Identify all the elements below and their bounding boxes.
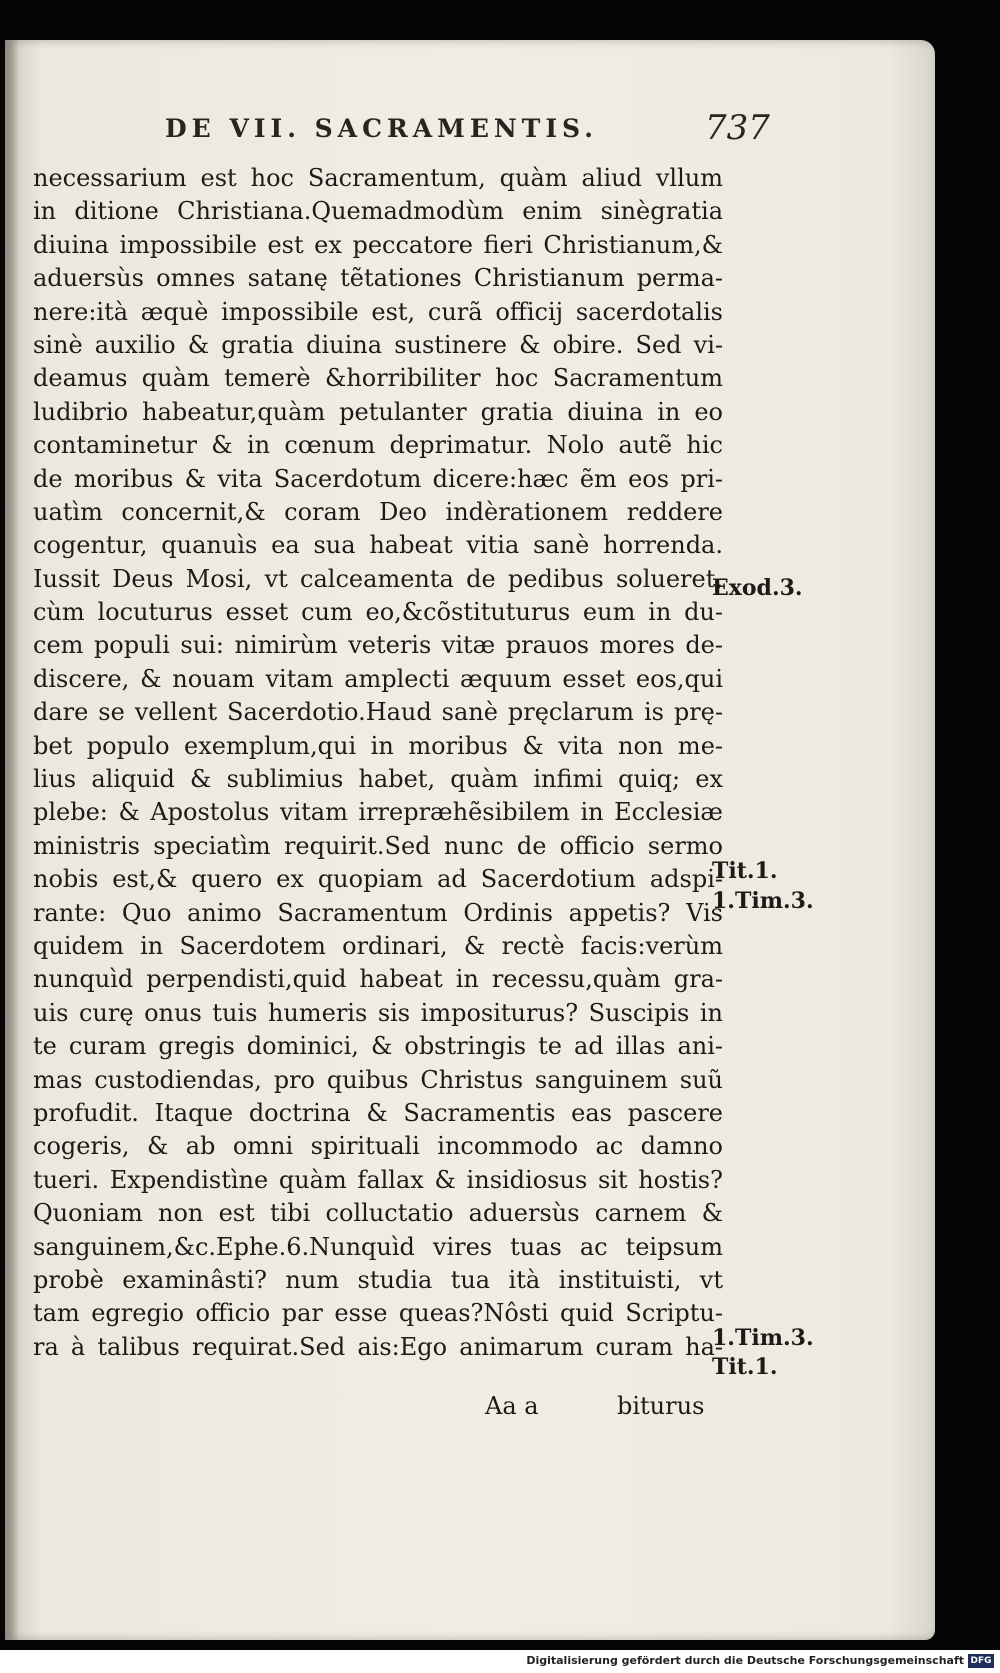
text-line: nere:ità æquè impossibile est, curã officij sacerdotalis bbox=[33, 297, 723, 326]
text-line: probè examinâsti? num studia tua ità instituisti, vt bbox=[33, 1265, 723, 1294]
text-line: sanguinem,&c.Ephe.6.Nunquìd vires tuas ac teipsum bbox=[33, 1232, 723, 1261]
marginal-note: Tit.1. bbox=[712, 1354, 778, 1380]
text-line: deamus quàm temerè &horribiliter hoc Sacramentum bbox=[33, 364, 723, 393]
text-line: rante: Quo animo Sacramentum Ordinis appetis? Vis bbox=[33, 898, 723, 927]
text-line: cogeris, & ab omni spirituali incommodo ac damno bbox=[33, 1132, 723, 1161]
text-line: profudit. Itaque doctrina & Sacramentis eas pascere bbox=[33, 1098, 723, 1127]
text-line: quidem in Sacerdotem ordinari, & rectè facis:verùm bbox=[33, 931, 723, 960]
body-text bbox=[33, 162, 733, 1364]
page-number: 737 bbox=[705, 108, 770, 148]
text-line: ra à talibus requirat.Sed ais:Ego animarum curam ha- bbox=[33, 1332, 723, 1361]
text-line: sinè auxilio & gratia diuina sustinere & obire. Sed vi- bbox=[33, 330, 723, 359]
digitization-footer bbox=[0, 1650, 1000, 1673]
text-line: necessarium est hoc Sacramentum, quàm aliud vllum bbox=[33, 164, 723, 192]
text-line: ludibrio habeatur,quàm petulanter gratia diuina in eo bbox=[33, 397, 723, 426]
running-head-title: DE VII. SACRAMENTIS. bbox=[165, 114, 598, 143]
text-line: tueri. Expendistìne quàm fallax & insidiosus sit hostis? bbox=[33, 1165, 723, 1194]
text-line: nunquìd perpendisti,quid habeat in recessu,quàm gra- bbox=[33, 965, 723, 994]
catchword: biturus bbox=[617, 1392, 705, 1420]
text-line: contaminetur & in cœnum deprimatur. Nolo autẽ hic bbox=[33, 431, 723, 460]
text-line: ministris speciatìm requirit.Sed nunc de officio sermo bbox=[33, 831, 723, 860]
funding-notice: Digitalisierung gefördert durch die Deutsche Forschungsgemeinschaft bbox=[526, 1654, 964, 1667]
text-line: cùm locuturus esset cum eo,&cõstituturus eum in du- bbox=[33, 598, 723, 627]
book-page bbox=[5, 40, 935, 1640]
text-line: nobis est,& quero ex quopiam ad Sacerdotium adspi- bbox=[33, 865, 723, 894]
text-line: in ditione Christiana.Quemadmodùm enim sinègratia bbox=[33, 197, 723, 226]
page-footer-line bbox=[5, 1392, 935, 1432]
text-line: bet populo exemplum,qui in moribus & vita non me- bbox=[33, 731, 723, 760]
signature-mark: Aa a bbox=[485, 1392, 539, 1420]
running-head bbox=[5, 108, 935, 148]
text-line: de moribus & vita Sacerdotum dicere:hæc ẽm eos pri- bbox=[33, 464, 723, 493]
text-line: lius aliquid & sublimius habet, quàm infimi quiq; ex bbox=[33, 765, 723, 794]
text-line: uis curę onus tuis humeris sis impositurus? Suscipis in bbox=[33, 998, 723, 1027]
text-line: cogentur, quanuìs ea sua habeat vitia sanè horrenda. bbox=[33, 531, 723, 560]
text-line: tam egregio officio par esse queas?Nôsti quid Scriptu- bbox=[33, 1299, 723, 1328]
text-line: mas custodiendas, pro quibus Christus sanguinem suũ bbox=[33, 1065, 723, 1094]
text-line: discere, & nouam vitam amplecti æquum esset eos,qui bbox=[33, 664, 723, 693]
marginal-note: Tit.1. bbox=[712, 858, 778, 884]
text-line: dare se vellent Sacerdotio.Haud sanè pręclarum is prę- bbox=[33, 698, 723, 727]
dfg-logo: DFG bbox=[968, 1654, 994, 1668]
marginal-note: 1.Tim.3. bbox=[712, 1325, 814, 1351]
text-line: Quoniam non est tibi colluctatio aduersùs carnem & bbox=[33, 1199, 723, 1228]
text-line: cem populi sui: nimirùm veteris vitæ prauos mores de- bbox=[33, 631, 723, 660]
text-line: te curam gregis dominici, & obstringis te ad illas ani- bbox=[33, 1032, 723, 1061]
marginal-note: 1.Tim.3. bbox=[712, 888, 814, 914]
text-line: uatìm concernit,& coram Deo indèrationem reddere bbox=[33, 497, 723, 526]
marginal-note: Exod.3. bbox=[712, 575, 803, 601]
text-line: Iussit Deus Mosi, vt calceamenta de pedibus solueret, bbox=[33, 564, 723, 593]
text-line: aduersùs omnes satanę tẽtationes Christianum perma- bbox=[33, 264, 723, 293]
text-line: plebe: & Apostolus vitam irrepræhẽsibilem in Ecclesiæ bbox=[33, 798, 723, 827]
text-line: diuina impossibile est ex peccatore fieri Christianum,& bbox=[33, 230, 723, 259]
